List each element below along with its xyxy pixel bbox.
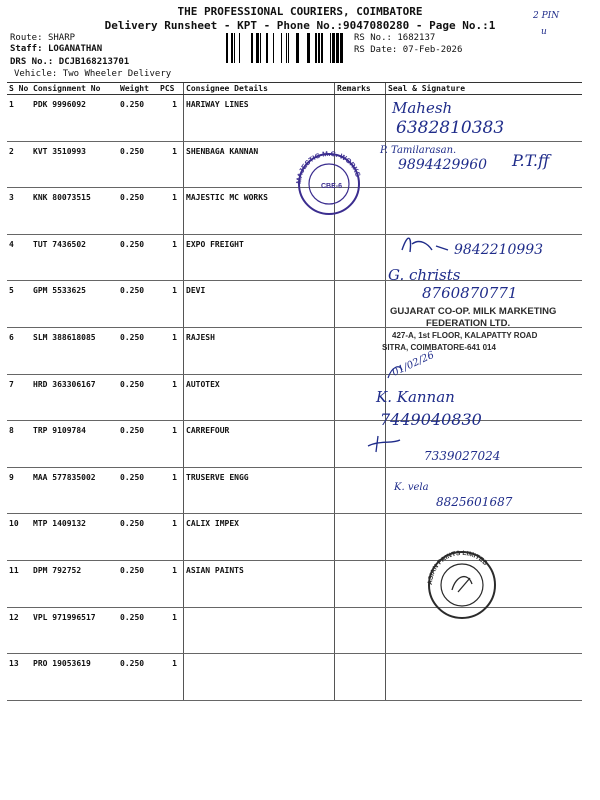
row-pcs: 1: [158, 234, 184, 281]
signature-row2-phone: 9894429960: [398, 157, 488, 173]
row-pcs: 1: [158, 374, 184, 421]
svg-text:CBE-6: CBE-6: [321, 183, 343, 190]
row-pcs: 1: [158, 467, 184, 514]
row-signature: [386, 654, 583, 701]
signature-row2-name: P. Tamilarasan.: [380, 145, 457, 156]
row-sno: 4: [7, 234, 31, 281]
row-consignment: SLM 388618085: [31, 327, 118, 374]
table-row: [7, 467, 582, 514]
col-remarks: Remarks: [335, 83, 386, 95]
barcode: [226, 33, 350, 63]
row-consignment: DPM 792752: [31, 560, 118, 607]
table-row: [7, 421, 582, 468]
barcode-bar: [330, 33, 331, 63]
row-remarks: [335, 141, 386, 188]
row-consignee: DEVI: [184, 281, 335, 328]
row-weight: 0.250: [118, 141, 158, 188]
rs-date-label: RS Date:: [354, 45, 398, 55]
runsheet-table: [7, 82, 582, 701]
rs-date-line: [354, 45, 462, 56]
row-consignment: VPL 971996517: [31, 607, 118, 654]
signature-row1-name: Mahesh: [392, 99, 453, 117]
row-weight: 0.250: [118, 560, 158, 607]
row-signature: [386, 467, 583, 514]
runsheet-subtitle: Delivery Runsheet - KPT - Phone No.:9047080280 - Page No.:1: [104, 19, 496, 32]
row-weight: 0.250: [118, 421, 158, 468]
row-sno: 12: [7, 607, 31, 654]
barcode-bar: [251, 33, 253, 63]
row-signature: [386, 327, 583, 374]
row-pcs: 1: [158, 607, 184, 654]
barcode-bar: [286, 33, 287, 63]
row-sno: 5: [7, 281, 31, 328]
table-row: [7, 514, 582, 561]
row-remarks: [335, 607, 386, 654]
gujarat-stamp-line2: FEDERATION LTD.: [426, 318, 511, 329]
barcode-bar: [332, 33, 335, 63]
gujarat-stamp-line4: SITRA, COIMBATORE-641 014: [382, 343, 496, 352]
signature-row8-name: K. Kannan: [376, 388, 455, 406]
route-label: Route:: [10, 33, 43, 43]
table-row: [7, 95, 582, 142]
col-pcs: PCS: [158, 83, 184, 95]
table-row: [7, 327, 582, 374]
barcode-bar: [281, 33, 282, 63]
row-consignment: KNK 80073515: [31, 188, 118, 235]
signature-row4-phone: 9842210993: [454, 242, 544, 258]
table-row: [7, 374, 582, 421]
row-signature: [386, 514, 583, 561]
row-pcs: 1: [158, 560, 184, 607]
row-remarks: [335, 374, 386, 421]
barcode-bar: [234, 33, 235, 63]
row-pcs: 1: [158, 514, 184, 561]
row-signature: [386, 95, 583, 142]
row-sno: 2: [7, 141, 31, 188]
signature-row5-name: G. christs: [388, 266, 461, 284]
barcode-bar: [336, 33, 339, 63]
row-pcs: 1: [158, 421, 184, 468]
row-consignee: [184, 654, 335, 701]
corner-note-text: 2 PIN: [533, 11, 560, 21]
row-sno: 9: [7, 467, 31, 514]
barcode-bar: [273, 33, 274, 63]
row-consignment: GPM 5533625: [31, 281, 118, 328]
row-weight: 0.250: [118, 514, 158, 561]
drs-label: DRS No.:: [10, 57, 54, 67]
table-row: [7, 607, 582, 654]
signature-row9-phone: 7339027024: [424, 449, 501, 463]
row-consignee: [184, 607, 335, 654]
table-row: [7, 188, 582, 235]
route-value: SHARP: [47, 33, 76, 43]
table-row: [7, 654, 582, 701]
staff-line: [10, 44, 102, 55]
row-consignee: HARIWAY LINES: [184, 95, 335, 142]
col-sno: S No: [7, 83, 31, 95]
col-seal-signature: Seal & Signature: [386, 83, 583, 95]
row-signature: [386, 141, 583, 188]
table-row: [7, 281, 582, 328]
table-row: [7, 141, 582, 188]
row-remarks: [335, 467, 386, 514]
col-consignment: Consignment No: [31, 83, 118, 95]
row-remarks: [335, 654, 386, 701]
gujarat-stamp-line3: 427-A, 1st FLOOR, KALAPATTY ROAD: [392, 331, 538, 340]
row-consignee: CARREFOUR: [184, 421, 335, 468]
row-consignee: TRUSERVE ENGG: [184, 467, 335, 514]
company-title: THE PROFESSIONAL COURIERS, COIMBATORE: [177, 5, 423, 18]
row-weight: 0.250: [118, 654, 158, 701]
row-pcs: 1: [158, 95, 184, 142]
staff-value: LOGANATHAN: [47, 44, 103, 54]
barcode-bar: [315, 33, 317, 63]
row-consignee: SHENBAGA KANNAN: [184, 141, 335, 188]
row-sno: 13: [7, 654, 31, 701]
row-remarks: [335, 188, 386, 235]
row-signature: [386, 421, 583, 468]
barcode-bar: [239, 33, 240, 63]
row-pcs: 1: [158, 281, 184, 328]
barcode-bar: [321, 33, 323, 63]
row-pcs: 1: [158, 188, 184, 235]
row-signature: [386, 234, 583, 281]
row-weight: 0.250: [118, 281, 158, 328]
vehicle-label: Vehicle:: [14, 69, 58, 79]
asian-paints-stamp-text: ASIAN PAINTS LIMITED: [426, 549, 489, 586]
row-signature: [386, 607, 583, 654]
row-weight: 0.250: [118, 95, 158, 142]
signature-row10-phone: 8825601687: [436, 495, 513, 509]
row-weight: 0.250: [118, 327, 158, 374]
row-consignee: ASIAN PAINTS: [184, 560, 335, 607]
row-sno: 1: [7, 95, 31, 142]
row-weight: 0.250: [118, 374, 158, 421]
row-signature: [386, 374, 583, 421]
barcode-bar: [307, 33, 310, 63]
row-consignment: MTP 1409132: [31, 514, 118, 561]
row-weight: 0.250: [118, 607, 158, 654]
row-sno: 11: [7, 560, 31, 607]
row-consignee: CALIX IMPEX: [184, 514, 335, 561]
signature-row10-name: K. vela: [394, 482, 429, 493]
rs-no-label: RS No.:: [354, 33, 392, 43]
col-consignee: Consignee Details: [184, 83, 335, 95]
signature-row8-phone: 7449040830: [380, 410, 482, 429]
row-remarks: [335, 560, 386, 607]
barcode-bar: [340, 33, 343, 63]
table-row: [7, 234, 582, 281]
row-pcs: 1: [158, 141, 184, 188]
row-sno: 3: [7, 188, 31, 235]
drs-value: DCJB168213701: [58, 57, 130, 67]
row-sno: 6: [7, 327, 31, 374]
row-consignment: MAA 577835002: [31, 467, 118, 514]
row-signature: [386, 560, 583, 607]
row-remarks: [335, 421, 386, 468]
barcode-bar: [266, 33, 268, 63]
vehicle-value: Two Wheeler Delivery: [62, 69, 172, 79]
row-remarks: [335, 234, 386, 281]
gujarat-stamp-line1: GUJARAT CO-OP. MILK MARKETING: [390, 306, 557, 317]
row-signature: [386, 281, 583, 328]
signature-row7-date: 01/02/26: [390, 349, 436, 379]
signature-row5-phone: 8760870771: [422, 284, 518, 302]
vehicle-line: [14, 69, 171, 80]
row-remarks: [335, 514, 386, 561]
barcode-bar: [296, 33, 299, 63]
row-consignee: EXPO FREIGHT: [184, 234, 335, 281]
svg-text:u: u: [541, 27, 547, 37]
barcode-bar: [260, 33, 261, 63]
row-consignment: PDK 9996092: [31, 95, 118, 142]
row-remarks: [335, 95, 386, 142]
row-consignee: AUTOTEX: [184, 374, 335, 421]
row-consignment: KVT 3510993: [31, 141, 118, 188]
row-pcs: 1: [158, 327, 184, 374]
rs-no-value: 1682137: [397, 33, 436, 43]
barcode-bar: [288, 33, 289, 63]
row-consignment: TUT 7436502: [31, 234, 118, 281]
row-remarks: [335, 327, 386, 374]
row-weight: 0.250: [118, 234, 158, 281]
signature-row1-phone: 6382810383: [396, 118, 505, 138]
barcode-bar: [318, 33, 320, 63]
barcode-bar: [231, 33, 233, 63]
barcode-bar: [226, 33, 228, 63]
row-sno: 8: [7, 421, 31, 468]
row-pcs: 1: [158, 654, 184, 701]
row-signature: [386, 188, 583, 235]
staff-label: Staff:: [10, 44, 43, 54]
row-weight: 0.250: [118, 188, 158, 235]
table-row: [7, 560, 582, 607]
table-header-row: [7, 83, 582, 95]
barcode-bar: [256, 33, 259, 63]
row-sno: 10: [7, 514, 31, 561]
row-consignee: RAJESH: [184, 327, 335, 374]
row-weight: 0.250: [118, 467, 158, 514]
majestic-stamp-text: MAJESTIC M.C. WORKS: [295, 150, 362, 185]
handwritten-corner-note: [531, 6, 577, 38]
row-sno: 7: [7, 374, 31, 421]
row-remarks: [335, 281, 386, 328]
row-consignment: HRD 363306167: [31, 374, 118, 421]
route-line: [10, 33, 75, 44]
row-consignee: MAJESTIC MC WORKS: [184, 188, 335, 235]
signature-row2-sign: P.T.ff: [512, 151, 550, 170]
drs-line: [10, 57, 129, 68]
rs-date-value: 07-Feb-2026: [402, 45, 463, 55]
col-weight: Weight: [118, 83, 158, 95]
row-consignment: PRO 19053619: [31, 654, 118, 701]
rs-no-line: [354, 33, 435, 44]
row-consignment: TRP 9109784: [31, 421, 118, 468]
